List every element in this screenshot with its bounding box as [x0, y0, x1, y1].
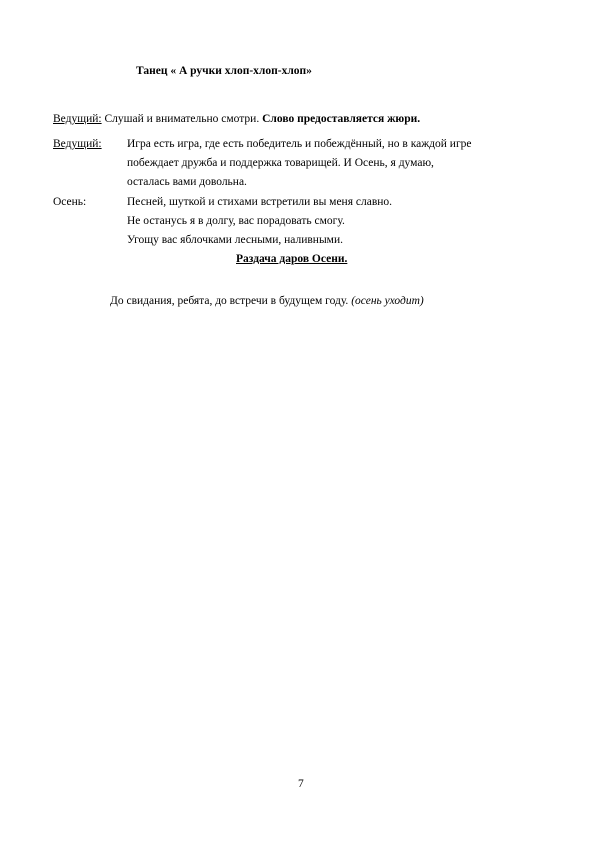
dance-title: Танец « А ручки хлоп-хлоп-хлоп» — [136, 65, 312, 77]
host-line-1-text: Слушай и внимательно смотри. — [101, 113, 263, 125]
page-number: 7 — [298, 778, 304, 790]
autumn-line-1: Песней, шуткой и стихами встретили вы меня славно. — [127, 196, 393, 208]
stage-direction: (осень уходит) — [351, 295, 424, 307]
autumn-line-2: Не останусь я в долгу, вас порадовать смогу. — [127, 215, 345, 227]
host-line-1 — [53, 112, 420, 126]
farewell-text: До свидания, ребята, до встречи в будущем году. — [110, 295, 352, 307]
gifts-heading: Раздача даров Осени. — [236, 253, 348, 265]
autumn-line-3: Угощу вас яблочками лесными, наливными. — [127, 234, 343, 246]
speaker-label-host: Ведущий: — [53, 113, 102, 125]
speaker-label-host-2: Ведущий: — [53, 138, 102, 150]
speaker-label-autumn: Осень: — [53, 196, 87, 208]
jury-announcement: Слово предоставляется жюри. — [262, 113, 421, 125]
host-line-2b: побеждает дружба и поддержка товарищей. И Осень, я думаю, — [127, 157, 434, 169]
host-line-2c: осталась вами довольна. — [127, 176, 247, 188]
host-line-2a: Игра есть игра, где есть победитель и побеждённый, но в каждой игре — [127, 138, 472, 150]
farewell-line — [110, 294, 424, 308]
